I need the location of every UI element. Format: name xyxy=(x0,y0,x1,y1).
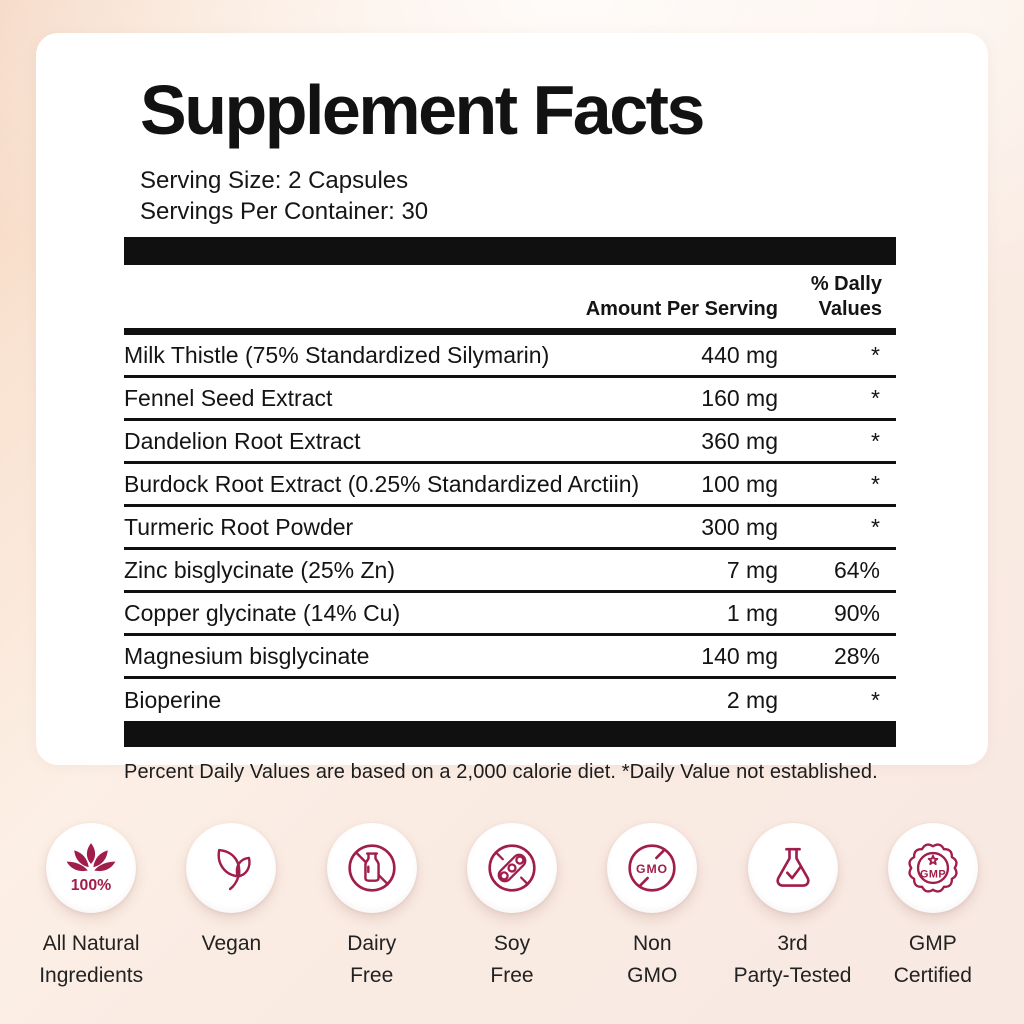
ingredient-amount: 360 mg xyxy=(701,427,778,454)
ingredient-dv: * xyxy=(871,341,880,368)
table-row xyxy=(124,507,896,550)
badge-label: Non GMO xyxy=(627,932,678,987)
daily-value-footnote: Percent Daily Values are based on a 2,000 calorie diet. *Daily Value not established. xyxy=(124,761,878,783)
ingredient-dv: 90% xyxy=(833,599,880,626)
badge-label: Dairy Free xyxy=(347,932,397,987)
badge-all-natural xyxy=(21,823,161,992)
vegan-leaves-icon xyxy=(186,823,276,913)
ingredient-name: Bioperine xyxy=(124,686,222,713)
ingredient-name: Milk Thistle (75% Standardized Silymarin) xyxy=(124,341,550,368)
badge-dairy-free xyxy=(302,823,442,992)
badge-label: Vegan xyxy=(201,932,262,955)
table-row xyxy=(124,464,896,507)
badge-icon-text: GMO xyxy=(636,861,669,876)
ingredient-dv: 28% xyxy=(833,642,880,669)
table-row xyxy=(124,679,896,721)
ingredient-amount: 140 mg xyxy=(701,642,778,669)
badge-label: GMP Certified xyxy=(893,932,972,987)
ingredient-table xyxy=(124,335,896,721)
ingredient-dv: 64% xyxy=(833,556,880,583)
ingredient-name: Turmeric Root Powder xyxy=(124,513,354,540)
ingredient-amount: 100 mg xyxy=(701,470,778,497)
column-daily-values: % Dally Values xyxy=(810,273,882,320)
badge-non-gmo xyxy=(582,823,722,992)
ingredient-name: Magnesium bisglycinate xyxy=(124,642,370,669)
divider-bar-bottom xyxy=(124,721,896,747)
badge-label: All Natural Ingredients xyxy=(39,932,144,987)
badge-label: Soy Free xyxy=(490,932,534,987)
ingredient-name: Dandelion Root Extract xyxy=(124,427,361,454)
badge-row xyxy=(0,823,1024,992)
divider-bar-top xyxy=(124,237,896,265)
badge-gmp-certified xyxy=(863,823,1003,992)
ingredient-amount: 7 mg xyxy=(726,556,778,583)
flask-check-icon xyxy=(748,823,838,913)
ingredient-name: Fennel Seed Extract xyxy=(124,384,333,411)
non-gmo-icon xyxy=(607,823,697,913)
badge-label: 3rd Party-Tested xyxy=(733,932,852,987)
ingredient-dv: * xyxy=(871,427,880,454)
table-row xyxy=(124,550,896,593)
panel-title: Supplement Facts xyxy=(140,71,703,149)
ingredient-name: Burdock Root Extract (0.25% Standardized Arctiin) xyxy=(124,470,640,497)
column-amount-per-serving: Amount Per Serving xyxy=(585,298,778,320)
badge-icon-text: GMP xyxy=(919,868,946,881)
serving-info xyxy=(140,165,896,227)
ingredient-amount: 300 mg xyxy=(701,513,778,540)
table-row xyxy=(124,636,896,679)
ingredient-dv: * xyxy=(871,686,880,713)
badge-soy-free xyxy=(442,823,582,992)
lotus-100-icon xyxy=(46,823,136,913)
badge-icon-text: 100% xyxy=(70,876,112,894)
badge-3rd-party-tested xyxy=(722,823,862,992)
no-dairy-bottle-icon xyxy=(327,823,417,913)
ingredient-amount: 2 mg xyxy=(726,686,778,713)
ingredient-dv: * xyxy=(871,470,880,497)
ingredient-name: Copper glycinate (14% Cu) xyxy=(124,599,401,626)
serving-size: Serving Size: 2 Capsules xyxy=(140,167,409,194)
ingredient-dv: * xyxy=(871,513,880,540)
supplement-facts-panel xyxy=(36,33,988,783)
ingredient-amount: 160 mg xyxy=(701,384,778,411)
gmp-seal-icon xyxy=(888,823,978,913)
ingredient-amount: 1 mg xyxy=(726,599,778,626)
table-row xyxy=(124,335,896,378)
badge-vegan xyxy=(161,823,301,992)
table-row xyxy=(124,421,896,464)
servings-per-container: Servings Per Container: 30 xyxy=(140,198,429,225)
table-row xyxy=(124,593,896,636)
table-row xyxy=(124,378,896,421)
table-header xyxy=(124,265,896,335)
no-soy-pod-icon xyxy=(467,823,557,913)
ingredient-name: Zinc bisglycinate (25% Zn) xyxy=(124,556,395,583)
ingredient-amount: 440 mg xyxy=(701,341,778,368)
ingredient-dv: * xyxy=(871,384,880,411)
